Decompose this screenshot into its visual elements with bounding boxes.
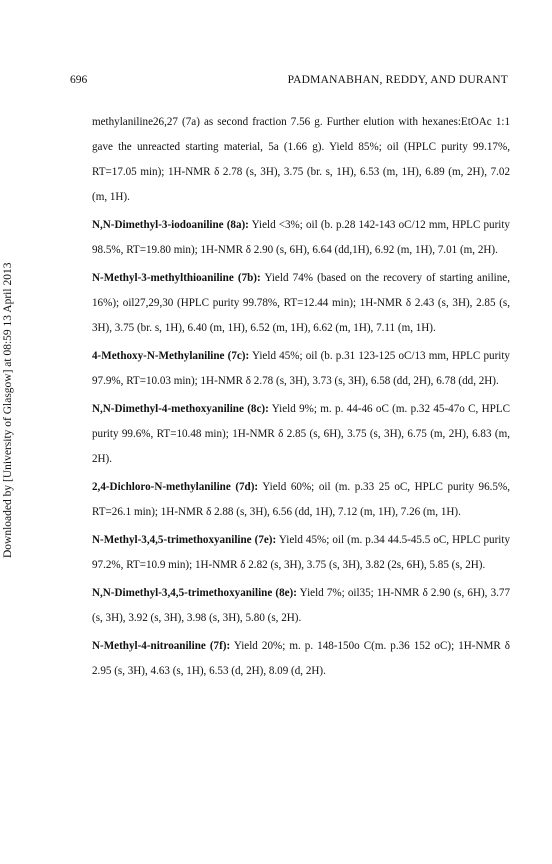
paragraph-text: methylaniline26,27 (7a) as second fraction 7.56 g. Further elution with hexanes:EtOAc 1:1 gave the unreacted starting material, 5a (1.66 g). Yield 85%; oil (HPLC purity 99.17%, RT=17.05 min); 1H-NMR δ 2.78 (s, 3H), 3.75 (br. s, 1H), 6.53 (m, 1H), 6.89 (m, 2H), 7.02 (m, 1H). (92, 116, 510, 203)
paragraph-text: Yield 45%; oil (b. p.31 123-125 oC/13 mm, HPLC purity 97.9%, RT=10.03 min); 1H-NMR δ 2.78 (s, 3H), 3.73 (s, 3H), 6.58 (dd, 2H), 6.78 (dd, 2H). (92, 350, 510, 387)
download-notice: Downloaded by [University of Glasgow] at 08:59 13 April 2013 (2, 262, 14, 558)
paragraph-7f (92, 634, 510, 684)
paragraph-text: Yield 60%; oil (m. p.33 25 oC, HPLC purity 96.5%, RT=26.1 min); 1H-NMR δ 2.88 (s, 3H), 6.56 (dd, 1H), 7.12 (m, 1H), 7.26 (m, 1H). (92, 481, 510, 518)
paragraph-8e (92, 581, 510, 631)
compound-title: N-Methyl-3-methylthioaniline (7b): (92, 272, 261, 284)
paragraph-7a (92, 110, 510, 210)
page-number: 696 (70, 74, 88, 86)
compound-title: N-Methyl-4-nitroaniline (7f): (92, 640, 231, 652)
paragraph-text: Yield 9%; m. p. 44-46 oC (m. p.32 45-47o C, HPLC purity 99.6%, RT=10.48 min); 1H-NMR δ 2.85 (s, 6H), 3.75 (s, 3H), 6.75 (m, 2H), 6.83 (m, 2H). (92, 403, 510, 465)
body-text (92, 110, 510, 687)
paragraph-text: Yield 20%; m. p. 148-150o C(m. p.36 152 oC); 1H-NMR δ 2.95 (s, 3H), 4.63 (s, 1H), 6.53 (d, 2H), 8.09 (d, 2H). (92, 640, 511, 677)
compound-title: N,N-Dimethyl-4-methoxyaniline (8c): (92, 403, 269, 415)
compound-title: N-Methyl-3,4,5-trimethoxyaniline (7e): (92, 534, 277, 546)
compound-title: 4-Methoxy-N-Methylaniline (7c): (92, 350, 250, 362)
paragraph-7b (92, 266, 510, 341)
page-header (70, 74, 508, 90)
paragraph-text: Yield <3%; oil (b. p.28 142-143 oC/12 mm, HPLC purity 98.5%, RT=19.80 min); 1H-NMR δ 2.90 (s, 6H), 6.64 (dd,1H), 6.92 (m, 1H), 7.01 (m, 2H). (92, 219, 510, 256)
paragraph-7d (92, 475, 510, 525)
paragraph-7e (92, 528, 510, 578)
paragraph-8c (92, 397, 510, 472)
paragraph-text: Yield 74% (based on the recovery of starting aniline, 16%); oil27,29,30 (HPLC purity 99.78%, RT=12.44 min); 1H-NMR δ 2.43 (s, 3H), 2.85 (s, 3H), 3.75 (br. s, 1H), 6.40 (m, 1H), 6.52 (m, 1H), 6.62 (m, 1H), 7.11 (m, 1H). (92, 272, 510, 334)
running-head: PADMANABHAN, REDDY, AND DURANT (287, 74, 508, 86)
compound-title: N,N-Dimethyl-3,4,5-trimethoxyaniline (8e): (92, 587, 297, 599)
paragraph-7c (92, 344, 510, 394)
paragraph-8a (92, 213, 510, 263)
compound-title: N,N-Dimethyl-3-iodoaniline (8a): (92, 219, 249, 231)
compound-title: 2,4-Dichloro-N-methylaniline (7d): (92, 481, 259, 493)
paragraph-text: Yield 7%; oil35; 1H-NMR δ 2.90 (s, 6H), 3.77 (s, 3H), 3.92 (s, 3H), 3.98 (s, 3H), 5.80 (s, 2H). (92, 587, 510, 624)
paragraph-text: Yield 45%; oil (m. p.34 44.5-45.5 oC, HPLC purity 97.2%, RT=10.9 min); 1H-NMR δ 2.82 (s, 3H), 3.75 (s, 3H), 3.82 (2s, 6H), 5.85 (s, 2H). (92, 534, 510, 571)
